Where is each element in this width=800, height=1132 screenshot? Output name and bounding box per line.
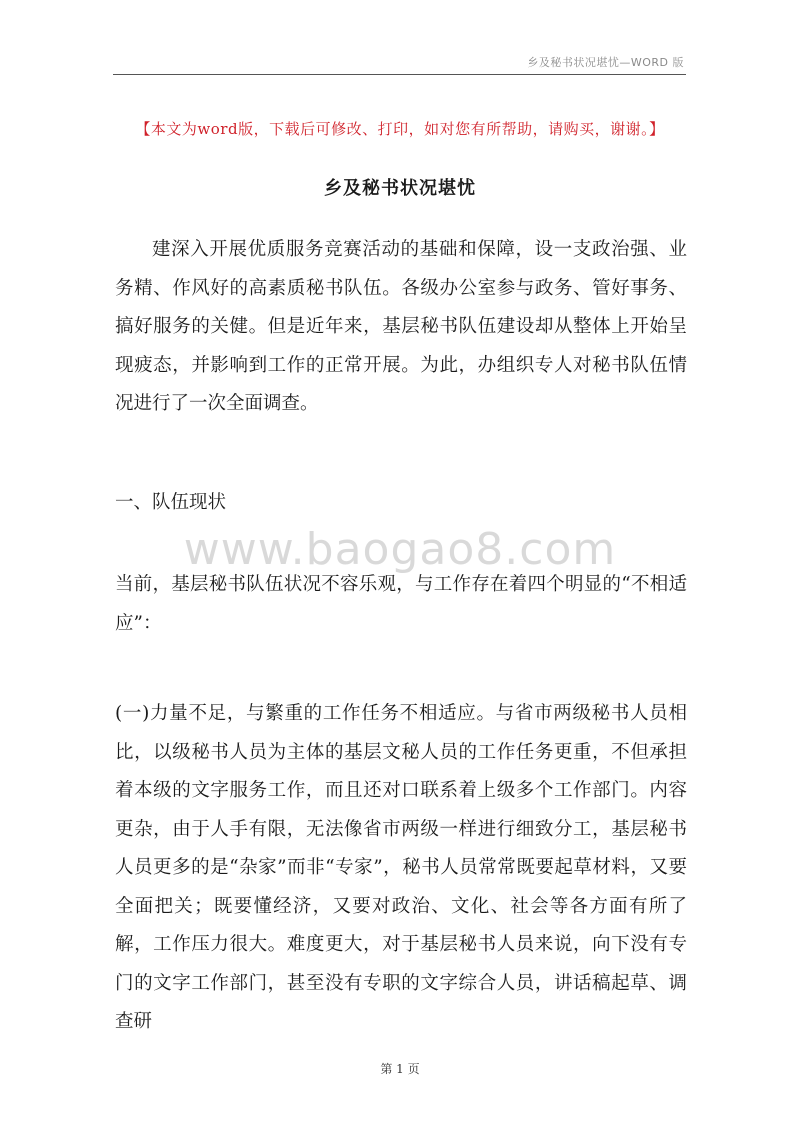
- header-divider: [113, 74, 686, 75]
- page-number: 第 1 页: [380, 1062, 420, 1076]
- section-heading: 一、队伍现状: [115, 492, 227, 513]
- current-status-paragraph: 当前，基层秘书队伍状况不容乐观，与工作存在着四个明显的“不相适应”：: [115, 574, 687, 634]
- document-title: 乡及秘书状况堪忧: [324, 178, 476, 199]
- purchase-notice: 【本文为word版，下载后可修改、打印，如对您有所帮助，请购买，谢谢。】: [135, 120, 665, 138]
- watermark: www.baogao8.com: [183, 524, 617, 575]
- running-header: 乡及秘书状况堪忧—WORD 版: [527, 56, 684, 69]
- intro-paragraph: 建深入开展优质服务竞赛活动的基础和保障，设一支政治强、业务精、作风好的高素质秘书队伍。各级办公室参与政务、管好事务、搞好服务的关健。但是近年来，基层秘书队伍建设却从整体上开始呈现疲态，并影响到工作的正常开展。为此，办组织专人对秘书队伍情况进行了一次全面调查。: [115, 239, 687, 414]
- subsection-paragraph-1: (一)力量不足，与繁重的工作任务不相适应。与省市两级秘书人员相比，以级秘书人员为主体的基层文秘人员的工作任务更重，不但承担着本级的文字服务工作，而且还对口联系着上级多个工作部门。内容更杂，由于人手有限，无法像省市两级一样进行细致分工，基层秘书人员更多的是“杂家”而非“专家”，秘书人员常常既要起草材料，又要全面把关；既要懂经济，又要对政治、文化、社会等各方面有所了解，工作压力很大。难度更大，对于基层秘书人员来说，向下没有专门的文字工作部门，甚至没有专职的文字综合人员，讲话稿起草、调查研: [115, 703, 687, 1032]
